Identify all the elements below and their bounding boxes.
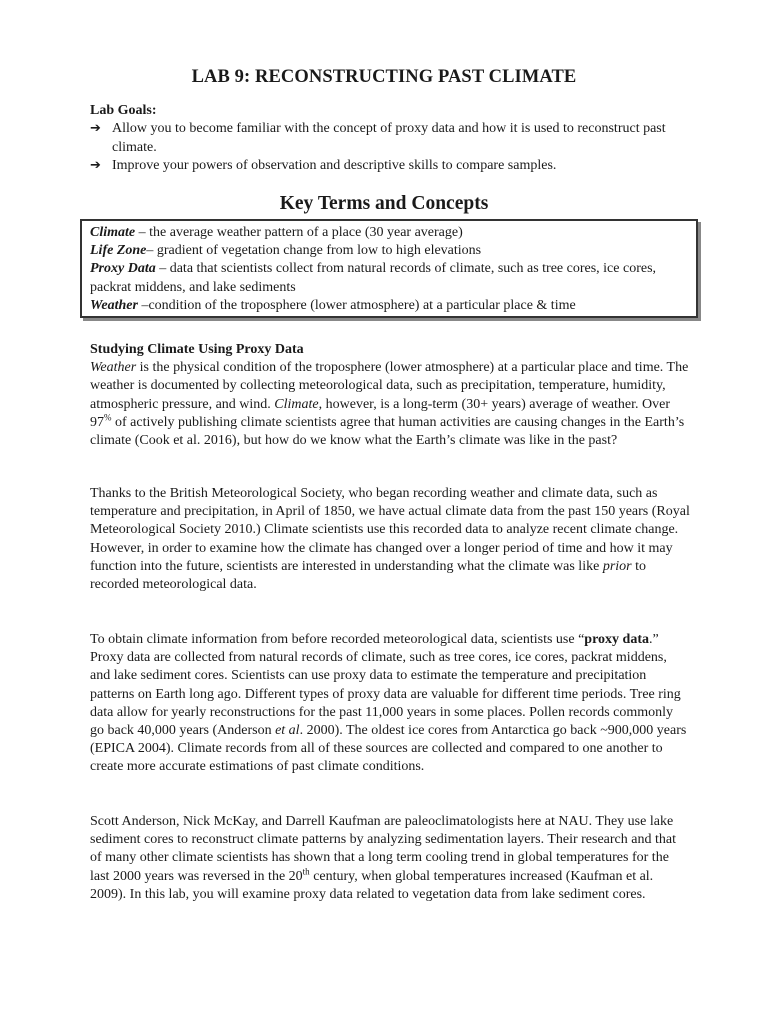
key-term-name: Weather <box>90 297 138 313</box>
key-term-definition: – the average weather pattern of a place (30 year average) <box>135 225 463 240</box>
text-run: Scott Anderson, Nick McKay, and Darrell Kaufman are paleoclimatologists here at NAU. They use lake sediment cores to reconstruct climate patterns by analyzing sedimentation layers. Their research and that of many other climate scientists has shown that a long term cooling trend in global temperatures for the last 2000 years was reversed in the 20 <box>90 814 676 884</box>
paragraph-nau-research <box>90 813 690 904</box>
text-run: , however, is a long-term (30+ years) average of weather. Over 97 <box>90 396 670 430</box>
emphasis-prior: prior <box>602 558 632 574</box>
right-arrow-icon: ➔ <box>90 121 101 137</box>
key-term-name: Proxy Data <box>90 261 156 277</box>
text-run: of actively publishing climate scientists agree that human activities are causing changes in the Earth’s climate (Cook et al. 2016), but how do we know what the Earth’s climate was like in the past? <box>90 414 685 449</box>
key-terms-heading: Key Terms and Concepts <box>279 193 489 214</box>
lab-goal-item <box>90 157 690 175</box>
text-run: To obtain climate information from before recorded meteorological data, scientists use “ <box>90 632 585 647</box>
text-run: .” Proxy data are collected from natural records of climate, such as tree cores, ice cores, packrat middens, and lake sediment cores. Scientists can use proxy data to estimate the temperature and precipitation patterns on Earth long ago. Different types of proxy data are valuable for different time periods. Tree ring data allow for yearly reconstructions for the past 11,000 years in some places. Pollen records commonly go back 40,000 years (Anderson <box>90 632 681 739</box>
emphasis-et-al: et al <box>275 723 300 739</box>
section-heading: Studying Climate Using Proxy Data <box>90 342 304 357</box>
right-arrow-icon: ➔ <box>90 157 101 173</box>
key-term-definition: – gradient of vegetation change from low to high elevations <box>146 243 482 259</box>
key-terms-box <box>80 219 698 318</box>
text-run: century, when global temperatures increased (Kaufman et al. 2009). In this lab, you will examine proxy data related to vegetation data from lake sediment cores. <box>90 868 654 902</box>
key-term-item <box>90 224 690 242</box>
lab-goals-heading: Lab Goals: <box>90 103 157 118</box>
paragraph-text <box>90 359 690 450</box>
key-term-name: Life Zone <box>90 243 147 259</box>
key-term-item <box>90 297 690 315</box>
key-term-name: Climate <box>90 225 136 240</box>
superscript-th: th <box>302 865 310 876</box>
emphasis-climate: Climate <box>274 396 319 412</box>
lab-goal-text: Improve your powers of observation and descriptive skills to compare samples. <box>112 157 557 173</box>
text-run: Thanks to the British Meteorological Society, who began recording weather and climate data, such as temperature and precipitation, in April of 1850, we have actual climate data from the past 150 years (Royal Meteorological Society 2010.) Climate scientists use this recorded data to analyze recent climate change. However, in order to examine how the climate has changed over a longer period of time and how it may function into the future, scientists are interested in understanding what the climate was like <box>90 486 690 574</box>
key-term-definition: –condition of the troposphere (lower atmosphere) at a particular place & time <box>137 297 576 313</box>
lab-goals <box>90 102 690 175</box>
superscript-percent: % <box>104 412 112 423</box>
text-run: is the physical condition of the troposphere (lower atmosphere) at a particular place and time. The weather is documented by collecting meteorological data, such as precipitation, temperature, humidity, atmospheric pressure, and wind. <box>90 360 689 412</box>
paragraph-proxy-data <box>90 631 690 777</box>
lab-goal-text: Allow you to become familiar with the concept of proxy data and how it is used to reconstruct past climate. <box>112 121 666 155</box>
paragraph-weather-climate <box>90 341 690 450</box>
lab-goal-item <box>90 120 690 157</box>
bold-proxy-data: proxy data <box>584 632 649 647</box>
text-run: to recorded meteorological data. <box>90 558 646 593</box>
key-term-definition: – data that scientists collect from natural records of climate, such as tree cores, ice cores, packrat middens, and lake sediments <box>90 261 657 295</box>
paragraph-recorded-data <box>90 485 690 594</box>
key-term-item <box>90 242 690 260</box>
emphasis-weather: Weather <box>90 360 137 376</box>
text-run: . 2000). The oldest ice cores from Antarctica go back ~900,000 years (EPICA 2004). Climate records from all of these sources are collected and compared to one another to create more accurate estimations of past climate conditions. <box>90 723 687 775</box>
key-term-item <box>90 260 690 296</box>
page-title: LAB 9: RECONSTRUCTING PAST CLIMATE <box>191 67 577 87</box>
